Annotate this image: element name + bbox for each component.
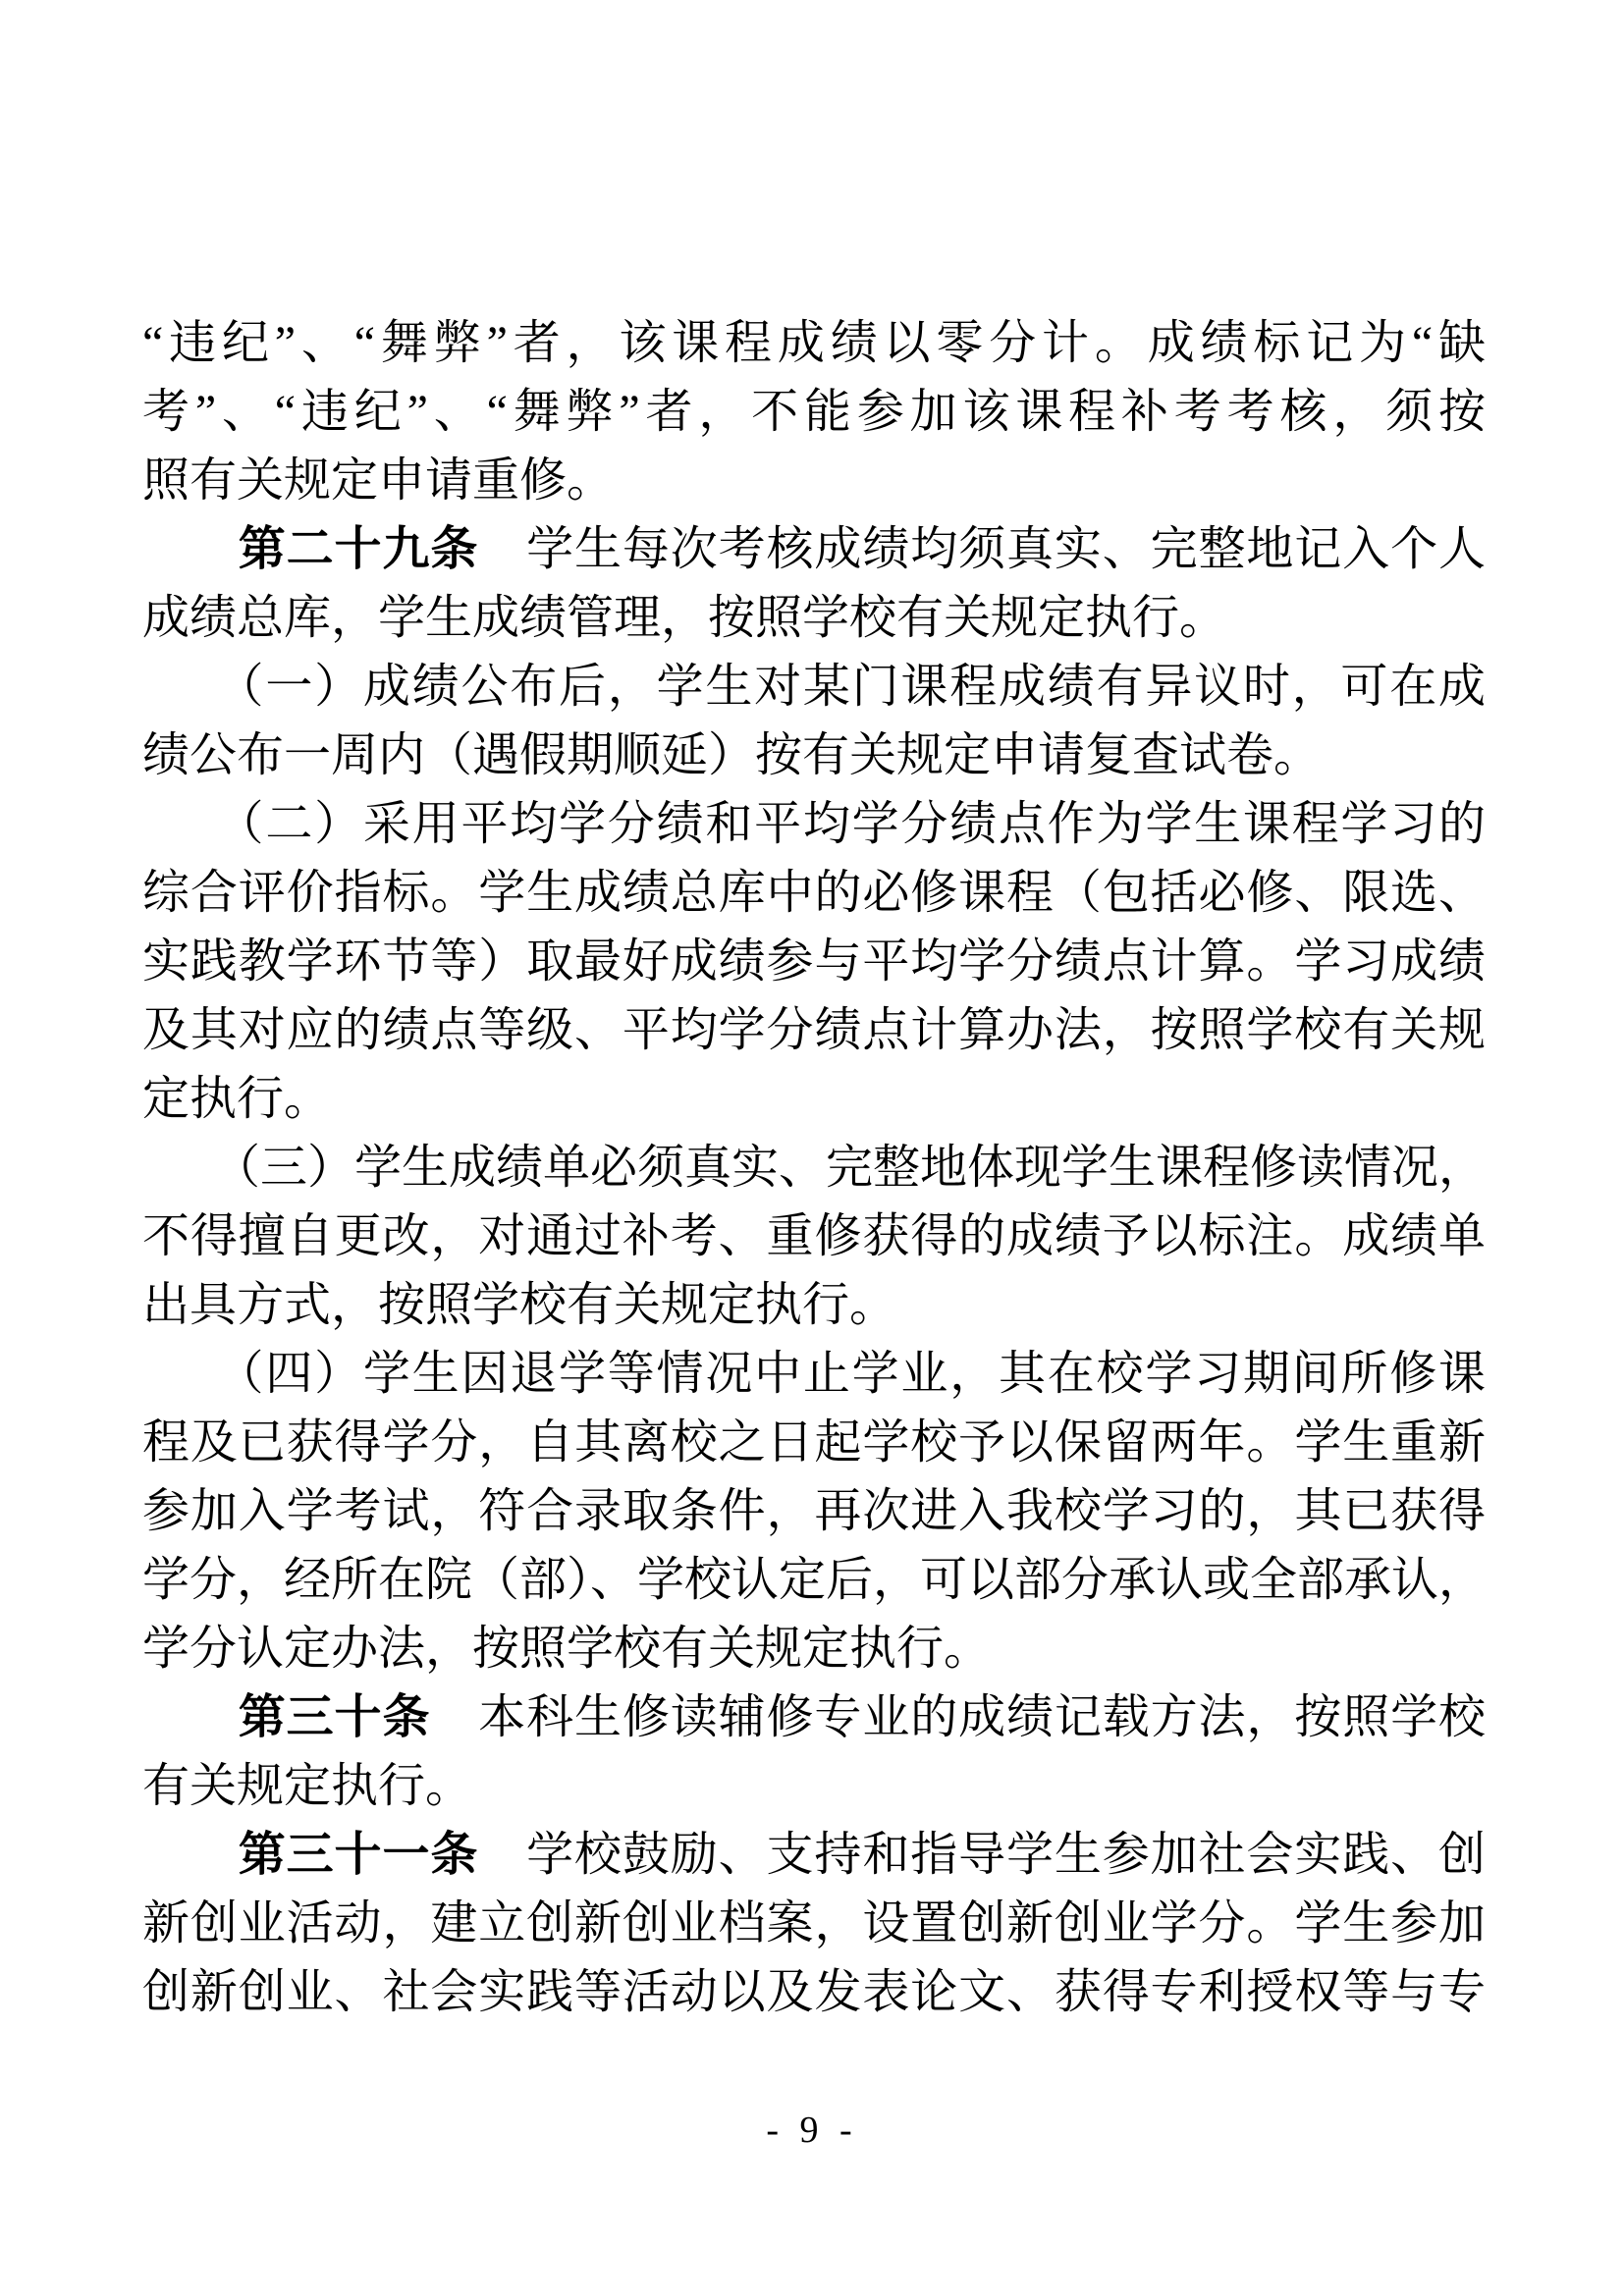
line-text: 实践教学环节等）取最好成绩参与平均学分绩点计算。学习成绩 bbox=[142, 935, 1486, 988]
article-number-bold: 第三十条 bbox=[142, 1691, 431, 1743]
line-text: 综合评价指标。学生成绩总库中的必修课程（包括必修、限选、 bbox=[142, 867, 1486, 919]
line-text: 不得擅自更改，对通过补考、重修获得的成绩予以标注。成绩单 bbox=[142, 1210, 1486, 1262]
line-text: （二）采用平均学分绩和平均学分绩点作为学生课程学习的 bbox=[142, 798, 1486, 850]
line-text: 成绩总库，学生成绩管理，按照学校有关规定执行。 bbox=[142, 592, 1227, 644]
line-text: “违纪”、“舞弊”者，该课程成绩以零分计。成绩标记为“缺 bbox=[142, 317, 1486, 369]
text-line bbox=[142, 1340, 1486, 1409]
line-text: 参加入学考试，符合录取条件，再次进入我校学习的，其已获得 bbox=[142, 1485, 1486, 1537]
text-line bbox=[142, 1202, 1486, 1271]
text-line bbox=[142, 996, 1486, 1065]
text-line bbox=[142, 653, 1486, 721]
line-text: 考”、“违纪”、“舞弊”者，不能参加该课程补考考核，须按 bbox=[142, 386, 1486, 438]
text-line bbox=[142, 1546, 1486, 1615]
line-text: （四）学生因退学等情况中止学业，其在校学习期间所修课 bbox=[142, 1348, 1486, 1400]
text-line bbox=[142, 584, 1486, 653]
line-text: 程及已获得学分，自其离校之日起学校予以保留两年。学生重新 bbox=[142, 1416, 1486, 1468]
line-text: 创新创业、社会实践等活动以及发表论文、获得专利授权等与专 bbox=[142, 1966, 1486, 2018]
text-line bbox=[142, 1477, 1486, 1546]
text-line bbox=[142, 447, 1486, 515]
text-line bbox=[142, 1409, 1486, 1477]
body-text bbox=[142, 309, 1486, 2027]
text-line bbox=[142, 515, 1486, 584]
text-line bbox=[142, 309, 1486, 378]
line-text: 新创业活动，建立创新创业档案，设置创新创业学分。学生参加 bbox=[142, 1897, 1486, 1949]
text-line bbox=[142, 1958, 1486, 2027]
text-line bbox=[142, 1271, 1486, 1340]
line-text: 学生每次考核成绩均须真实、完整地记入个人 bbox=[478, 523, 1486, 575]
line-text: 学校鼓励、支持和指导学生参加社会实践、创 bbox=[478, 1829, 1486, 1881]
line-text: （三）学生成绩单必须真实、完整地体现学生课程修读情况， bbox=[142, 1142, 1486, 1194]
text-line bbox=[142, 721, 1486, 790]
text-line bbox=[142, 928, 1486, 996]
article-number-bold: 第三十一条 bbox=[142, 1829, 479, 1881]
line-text: （一）成绩公布后，学生对某门课程成绩有异议时，可在成 bbox=[142, 661, 1486, 713]
text-line bbox=[142, 859, 1486, 928]
article-number-bold: 第二十九条 bbox=[142, 523, 479, 575]
text-line bbox=[142, 1821, 1486, 1890]
text-line bbox=[142, 1615, 1486, 1683]
line-text: 出具方式，按照学校有关规定执行。 bbox=[142, 1279, 897, 1331]
line-text: 定执行。 bbox=[142, 1073, 332, 1125]
line-text: 及其对应的绩点等级、平均学分绩点计算办法，按照学校有关规 bbox=[142, 1004, 1486, 1056]
line-text: 照有关规定申请重修。 bbox=[142, 454, 615, 507]
text-line bbox=[142, 1890, 1486, 1958]
line-text: 本科生修读辅修专业的成绩记载方法，按照学校 bbox=[430, 1691, 1486, 1743]
line-text: 学分认定办法，按照学校有关规定执行。 bbox=[142, 1623, 992, 1675]
text-line bbox=[142, 1752, 1486, 1821]
line-text: 有关规定执行。 bbox=[142, 1760, 473, 1812]
line-text: 绩公布一周内（遇假期顺延）按有关规定申请复查试卷。 bbox=[142, 729, 1322, 781]
text-line bbox=[142, 378, 1486, 447]
text-line bbox=[142, 1683, 1486, 1752]
line-text: 学分，经所在院（部）、学校认定后，可以部分承认或全部承认， bbox=[142, 1554, 1486, 1606]
page-number: - 9 - bbox=[766, 2109, 858, 2151]
text-line bbox=[142, 1065, 1486, 1134]
text-line bbox=[142, 1134, 1486, 1202]
text-line bbox=[142, 790, 1486, 859]
